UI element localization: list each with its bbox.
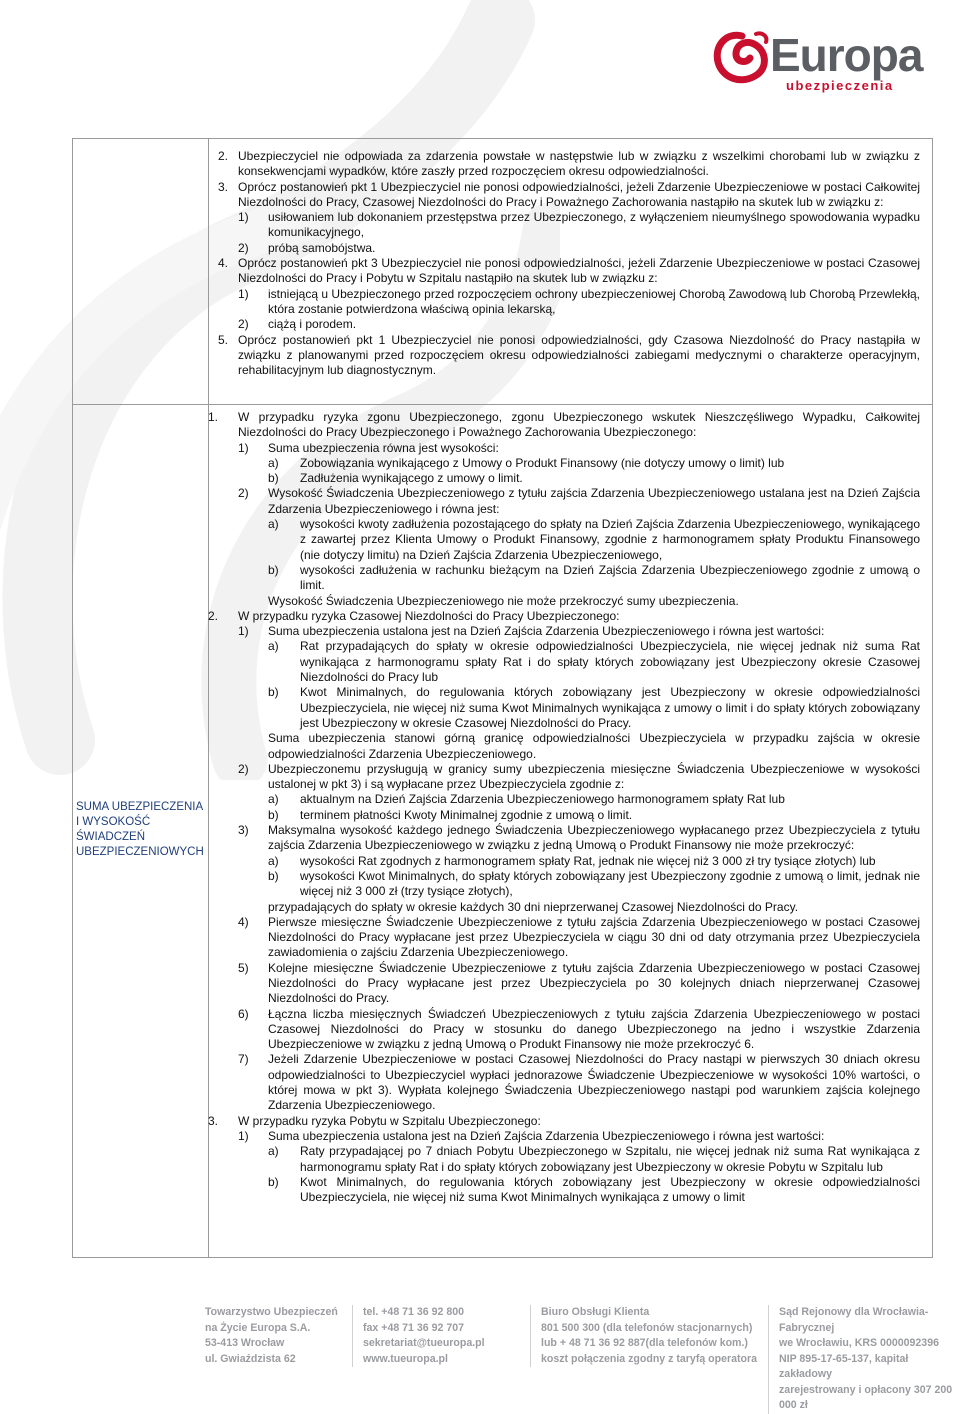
- footer-line: sekretariat@tueuropa.pl: [363, 1337, 485, 1349]
- letter-item-text: Rat przypadających do spłaty w okresie odpowiedzialności Ubezpieczyciela, nie więcej jednak niż suma Rat wynikająca z harmonogramu spłaty Rat i do spłaty których zobowiązany jest Ubezpieczony okresie Czasowej Niezdolności do Pracy lub: [300, 639, 920, 685]
- letter-item-text: Raty przypadającej po 7 dniach Pobytu Ubezpieczonego w Szpitalu, nie więcej jednak niż suma Rat wynikająca z harmonogramu spłaty Rat i do spłaty których zobowiązany jest Ubezpieczony w okresie Pobytu w Szpitalu lub: [300, 1144, 920, 1174]
- sub-item-text: próbą samobójstwa.: [268, 240, 376, 255]
- footer-line: Biuro Obsługi Klienta: [541, 1306, 650, 1318]
- page-footer: [0, 1305, 960, 1411]
- item-text: Oprócz postanowień pkt 3 Ubezpieczyciel nie ponosi odpowiedzialności, jeżeli Zdarzenie Ubezpieczeniowe w postaci Czasowej Niezdolności do Pracy i Pobytu w Szpitalu nastąpiło na skutek lub w związku z:: [238, 256, 920, 286]
- footer-line: Towarzystwo Ubezpieczeń: [205, 1306, 338, 1318]
- item-number: 3.: [218, 179, 229, 194]
- letter-item: [268, 456, 920, 471]
- sub-item-text: Ubezpieczonemu przysługują w granicy sumy ubezpieczenia miesięczne Świadczenia Ubezpieczeniowe w wysokości ustalonej w pkt 3) i są wypłacane przez Ubezpieczyciela zgodnie z:: [268, 761, 920, 792]
- logo-wordmark: Europa: [770, 29, 923, 81]
- letter-item-text: terminem płatności Kwoty Minimalnej zgodnie z umową o limit.: [300, 807, 633, 822]
- letter-item-label: a): [268, 517, 279, 532]
- item-number: 2.: [208, 608, 219, 623]
- sub-item-note: Suma ubezpieczenia stanowi górną granicę odpowiedzialności Ubezpieczyciela w przypadku zajścia w okresie odpowiedzialności Zdarzenia Ubezpieczeniowego.: [268, 731, 920, 761]
- sub-item-number: 1): [238, 210, 249, 225]
- table-right-border: [932, 138, 933, 1258]
- sub-item: [238, 486, 920, 608]
- letter-item: [268, 1144, 920, 1175]
- letter-item-text: Kwot Minimalnych, do regulowania których zobowiązany jest Ubezpieczony w okresie odpowiedzialności Ubezpieczyciela, nie więcej niż suma Kwot Minimalnych wynikająca z umowy o limit: [300, 1174, 920, 1205]
- letter-item-text: Zadłużenia wynikającego z umowy o limit.: [300, 471, 523, 486]
- table-row-separator: [72, 404, 933, 405]
- sub-item: [238, 1007, 920, 1053]
- exclusions-section: [208, 149, 920, 378]
- list-item: [208, 180, 920, 256]
- sub-item: [238, 441, 920, 487]
- item-text: W przypadku ryzyka zgonu Ubezpieczonego, zgonu Ubezpieczonego wskutek Nieszczęśliwego Wypadku, Całkowitej Niezdolności do Pracy Ubezpieczonego i Poważnego Zachorowania Ubezpieczonego:: [238, 410, 920, 440]
- letter-item-text: wysokości Kwot Minimalnych, do spłaty których zobowiązany jest Ubezpieczony zgodnie z umową o limit, jednak nie więcej niż 3 000 zł (trzy tysiące złotych),: [300, 868, 920, 899]
- sub-item-number: 1): [238, 1128, 249, 1143]
- letter-item-text: Zobowiązania wynikającego z Umowy o Produkt Finansowy (nie dotyczy umowy o limit) lub: [300, 455, 785, 470]
- footer-line: na Życie Europa S.A.: [205, 1321, 311, 1334]
- list-item: [208, 256, 920, 332]
- sub-item-text: Maksymalna wysokość każdego jednego Świadczenia Ubezpieczeniowego wypłacanego przez Ubezpieczyciela z tytułu zajścia Zdarzenia Ubezpieczeniowego w związku z jedną Umową o Produkt Finansowy nie może przekroczyć:: [268, 823, 920, 853]
- letter-item: [268, 1175, 920, 1206]
- footer-line: tel. +48 71 36 92 800: [363, 1306, 465, 1318]
- footer-line: we Wrocławiu, KRS 0000092396: [779, 1337, 939, 1349]
- footer-company: [195, 1305, 338, 1367]
- footer-line: ul. Gwiaździsta 62: [205, 1352, 296, 1365]
- list-item: [208, 1114, 920, 1206]
- item-number: 4.: [218, 256, 229, 271]
- letter-item-label: a): [268, 639, 279, 654]
- sub-item: [238, 915, 920, 961]
- sub-item-number: 2): [238, 240, 249, 255]
- letter-item-label: a): [268, 792, 279, 807]
- item-text: Ubezpieczyciel nie odpowiada za zdarzenia powstałe w następstwie lub w związku z wszelkimi chorobami lub w związku z konsekwencjami wypadków, które zaszły przed rozpoczęciem okresu odpowiedzialności.: [238, 149, 920, 179]
- footer-line: fax +48 71 36 92 707: [363, 1321, 465, 1334]
- sub-item-number: 4): [238, 914, 249, 929]
- sub-item: [238, 1052, 920, 1113]
- footer-line: zarejestrowany i opłacony 307 200 000 zł: [779, 1383, 953, 1411]
- sub-item-text: Suma ubezpieczenia równa jest wysokości:: [268, 440, 499, 455]
- sub-item-number: 2): [238, 317, 249, 332]
- item-number: 1.: [208, 410, 219, 424]
- letter-item: [268, 563, 920, 594]
- letter-item: [268, 517, 920, 563]
- sub-item: [238, 762, 920, 823]
- footer-registry: [768, 1305, 960, 1414]
- sub-item-number: 2): [238, 761, 249, 776]
- item-number: 5.: [218, 332, 229, 347]
- table-left-border: [72, 138, 73, 1258]
- letter-item-label: b): [268, 807, 279, 822]
- letter-item-text: wysokości Rat zgodnych z harmonogramem spłaty Rat, jednak nie więcej niż 3 000 zł try tysiące złotych) lub: [300, 853, 876, 868]
- item-number: 2.: [218, 149, 229, 163]
- sub-item: [238, 1129, 920, 1205]
- item-text: W przypadku ryzyka Czasowej Niezdolności do Pracy Ubezpieczonego:: [238, 608, 620, 623]
- sub-item: [238, 241, 920, 256]
- row-label-suma: SUMA UBEZPIECZENIA I WYSOKOŚĆ ŚWIADCZEŃ UBEZPIECZENIOWYCH: [76, 801, 204, 858]
- europa-logo: [712, 28, 952, 98]
- sub-item: [238, 317, 920, 332]
- footer-line: NIP 895-17-65-137, kapitał zakładowy: [779, 1352, 909, 1380]
- sub-item-text: Pierwsze miesięczne Świadczenie Ubezpieczeniowe z tytułu zajścia Zdarzenia Ubezpieczeniowego w postaci Czasowej Niezdolności do Pracy wypłacane jest przez Ubezpieczyciela w ciągu 30 dni od daty otrzymania przez Ubezpieczyciela zawiadomienia o zajściu Zdarzenia Ubezpieczeniowego.: [268, 914, 920, 960]
- letter-item-label: a): [268, 1144, 279, 1159]
- footer-customer-service: [530, 1305, 757, 1367]
- list-item: [208, 410, 920, 609]
- item-text: Oprócz postanowień pkt 1 Ubezpieczyciel nie ponosi odpowiedzialności, gdy Czasowa Niezdolność do Pracy nastąpiła w związku z planowanymi przed rozpoczęciem okresu odpowiedzialności zabiegami medycznymi o charakterze operacyjnym, rehabilitacyjnym lub diagnostycznym.: [238, 332, 920, 378]
- list-item: [208, 149, 920, 180]
- footer-line: koszt połączenia zgodny z taryfą operatora: [541, 1352, 758, 1365]
- sub-item-note: przypadających do spłaty w okresie każdych 30 dni nieprzerwanej Czasowej Niezdolności do Pracy.: [268, 899, 799, 914]
- letter-item-text: wysokości zadłużenia w rachunku bieżącym na Dzień Zajścia Zdarzenia Ubezpieczeniowego zgodnie z umową o limit.: [300, 562, 920, 593]
- sub-item-number: 3): [238, 823, 249, 838]
- letter-item: [268, 471, 920, 486]
- footer-line: lub + 48 71 36 92 887(dla telefonów kom.): [541, 1337, 748, 1349]
- sum-insured-section: [208, 410, 920, 1205]
- footer-line[interactable]: www.tueuropa.pl: [363, 1352, 448, 1365]
- sub-item-text: Suma ubezpieczenia ustalona jest na Dzień Zajścia Zdarzenia Ubezpieczeniowego i równa jest wartości:: [268, 624, 825, 639]
- footer-line: Sąd Rejonowy dla Wrocławia-Fabrycznej: [779, 1306, 929, 1334]
- sub-item-number: 1): [238, 286, 249, 301]
- footer-line: 801 500 300 (dla telefonów stacjonarnych): [541, 1321, 753, 1334]
- letter-item: [268, 639, 920, 685]
- sub-item-text: ciążą i porodem.: [268, 317, 357, 332]
- letter-item: [268, 685, 920, 731]
- sub-item-text: Jeżeli Zdarzenie Ubezpieczeniowe w postaci Czasowej Niezdolności do Pracy nastąpi w pierwszych 30 dniach okresu odpowiedzialności to Ubezpieczyciel wypłaci jednorazowe Świadczenie Ubezpieczeniowe w wysokości 10% wartości, o której mowa w pkt 3). Wypłata kolejnego Świadczenia Ubezpieczeniowego nastąpi pod warunkiem zajścia kolejnego Zdarzenia Ubezpieczeniowego.: [268, 1052, 920, 1113]
- footer-line: 53-413 Wrocław: [205, 1337, 285, 1349]
- letter-item: [268, 869, 920, 900]
- letter-item-label: b): [268, 1174, 279, 1189]
- sub-item-number: 2): [238, 486, 249, 501]
- sub-item: [238, 823, 920, 915]
- rose-icon: [712, 30, 772, 88]
- sub-item-number: 1): [238, 624, 249, 639]
- footer-contact: [352, 1305, 485, 1367]
- sub-item-text: Kolejne miesięczne Świadczenie Ubezpieczeniowe z tytułu zajścia Zdarzenia Ubezpieczeniowego w postaci Czasowej Niezdolności do Pracy wypłacane jest przez Ubezpieczyciela po 30 kolejnych dniach nieprzerwanej Czasowej Niezdolności do Pracy.: [268, 960, 920, 1006]
- item-text: Oprócz postanowień pkt 1 Ubezpieczyciel nie ponosi odpowiedzialności, jeżeli Zdarzenie Ubezpieczeniowe w postaci Całkowitej Niezdolności do Pracy, Czasowej Niezdolności do Pracy i Poważnego Zachorowania nastąpiło na skutek lub w związku z:: [238, 179, 920, 209]
- letter-item-label: b): [268, 471, 279, 486]
- letter-item: [268, 808, 920, 823]
- letter-item-label: a): [268, 853, 279, 868]
- letter-item-label: b): [268, 868, 279, 883]
- sub-item-text: Wysokość Świadczenia Ubezpieczeniowego z tytułu zajścia Zdarzenia Ubezpieczeniowego ustalana jest na Dzień Zajścia Zdarzenia Ubezpieczeniowego i równa jest:: [268, 486, 920, 516]
- sub-item: [238, 961, 920, 1007]
- sub-item-note: Wysokość Świadczenia Ubezpieczeniowego nie może przekroczyć sumy ubezpieczenia.: [268, 593, 739, 608]
- logo-subtitle: ubezpieczenia: [786, 78, 894, 93]
- sub-item-number: 5): [238, 960, 249, 975]
- letter-item-text: Kwot Minimalnych, do regulowania których zobowiązany jest Ubezpieczony w okresie odpowiedzialności Ubezpieczyciela, nie więcej niż suma Kwot Minimalnych wynikająca z umowy o limit i do spłaty których zobowiązany jest Ubezpieczony w okresie Czasowej Niezdolności do Pracy.: [300, 685, 920, 730]
- letter-item: [268, 792, 920, 807]
- letter-item-text: aktualnym na Dzień Zajścia Zdarzenia Ubezpieczeniowego harmonogramem spłaty Rat lub: [300, 792, 785, 807]
- item-text: W przypadku ryzyka Pobytu w Szpitalu Ubezpieczonego:: [238, 1113, 541, 1128]
- sub-item-text: usiłowaniem lub dokonaniem przestępstwa przez Ubezpieczonego, z wyłączeniem nieumyślnego spowodowania wypadku komunikacyjnego,: [268, 210, 920, 240]
- sub-item-number: 6): [238, 1006, 249, 1021]
- sub-item-number: 1): [238, 440, 249, 455]
- sub-item: [238, 287, 920, 318]
- letter-item: [268, 854, 920, 869]
- item-number: 3.: [208, 1113, 219, 1128]
- letter-item-label: b): [268, 562, 279, 577]
- list-item: [208, 609, 920, 1114]
- letter-item-label: a): [268, 455, 279, 470]
- sub-item-text: istniejącą u Ubezpieczonego przed rozpoczęciem ochrony ubezpieczeniowej Chorobą Zawodową lub Chorobą Przewlekłą, która zostanie potwierdzona właściwą opinia lekarską,: [268, 286, 920, 316]
- table-top-border: [72, 138, 933, 139]
- sub-item-text: Suma ubezpieczenia ustalona jest na Dzień Zajścia Zdarzenia Ubezpieczeniowego i równa jest wartości:: [268, 1128, 825, 1143]
- letter-item-text: wysokości kwoty zadłużenia pozostającego do spłaty na Dzień Zajścia Zdarzenia Ubezpieczeniowego, wynikającego z zawartej przez Klienta Umowy o Produkt Finansowy, zgodnie z harmonogramem spłaty Produktu Finansowego (nie dotyczy limitu) na Dzień Zajścia Zdarzenia Ubezpieczeniowego,: [300, 517, 920, 562]
- sub-item-text: Łączna liczba miesięcznych Świadczeń Ubezpieczeniowych z tytułu zajścia Zdarzenia Ubezpieczeniowego w postaci Czasowej Niezdolności do Pracy w stosunku do danego Ubezpieczonego na jedno i wszystkie Zdarzenia Ubezpieczeniowe w związku z jedną Umową o Produkt Finansowy nie może przekroczyć 6.: [268, 1006, 920, 1052]
- sub-item: [238, 624, 920, 762]
- list-item: [208, 333, 920, 379]
- sub-item-number: 7): [238, 1052, 249, 1067]
- letter-item-label: b): [268, 685, 279, 700]
- sub-item: [238, 210, 920, 241]
- table-bottom-border: [72, 1257, 933, 1258]
